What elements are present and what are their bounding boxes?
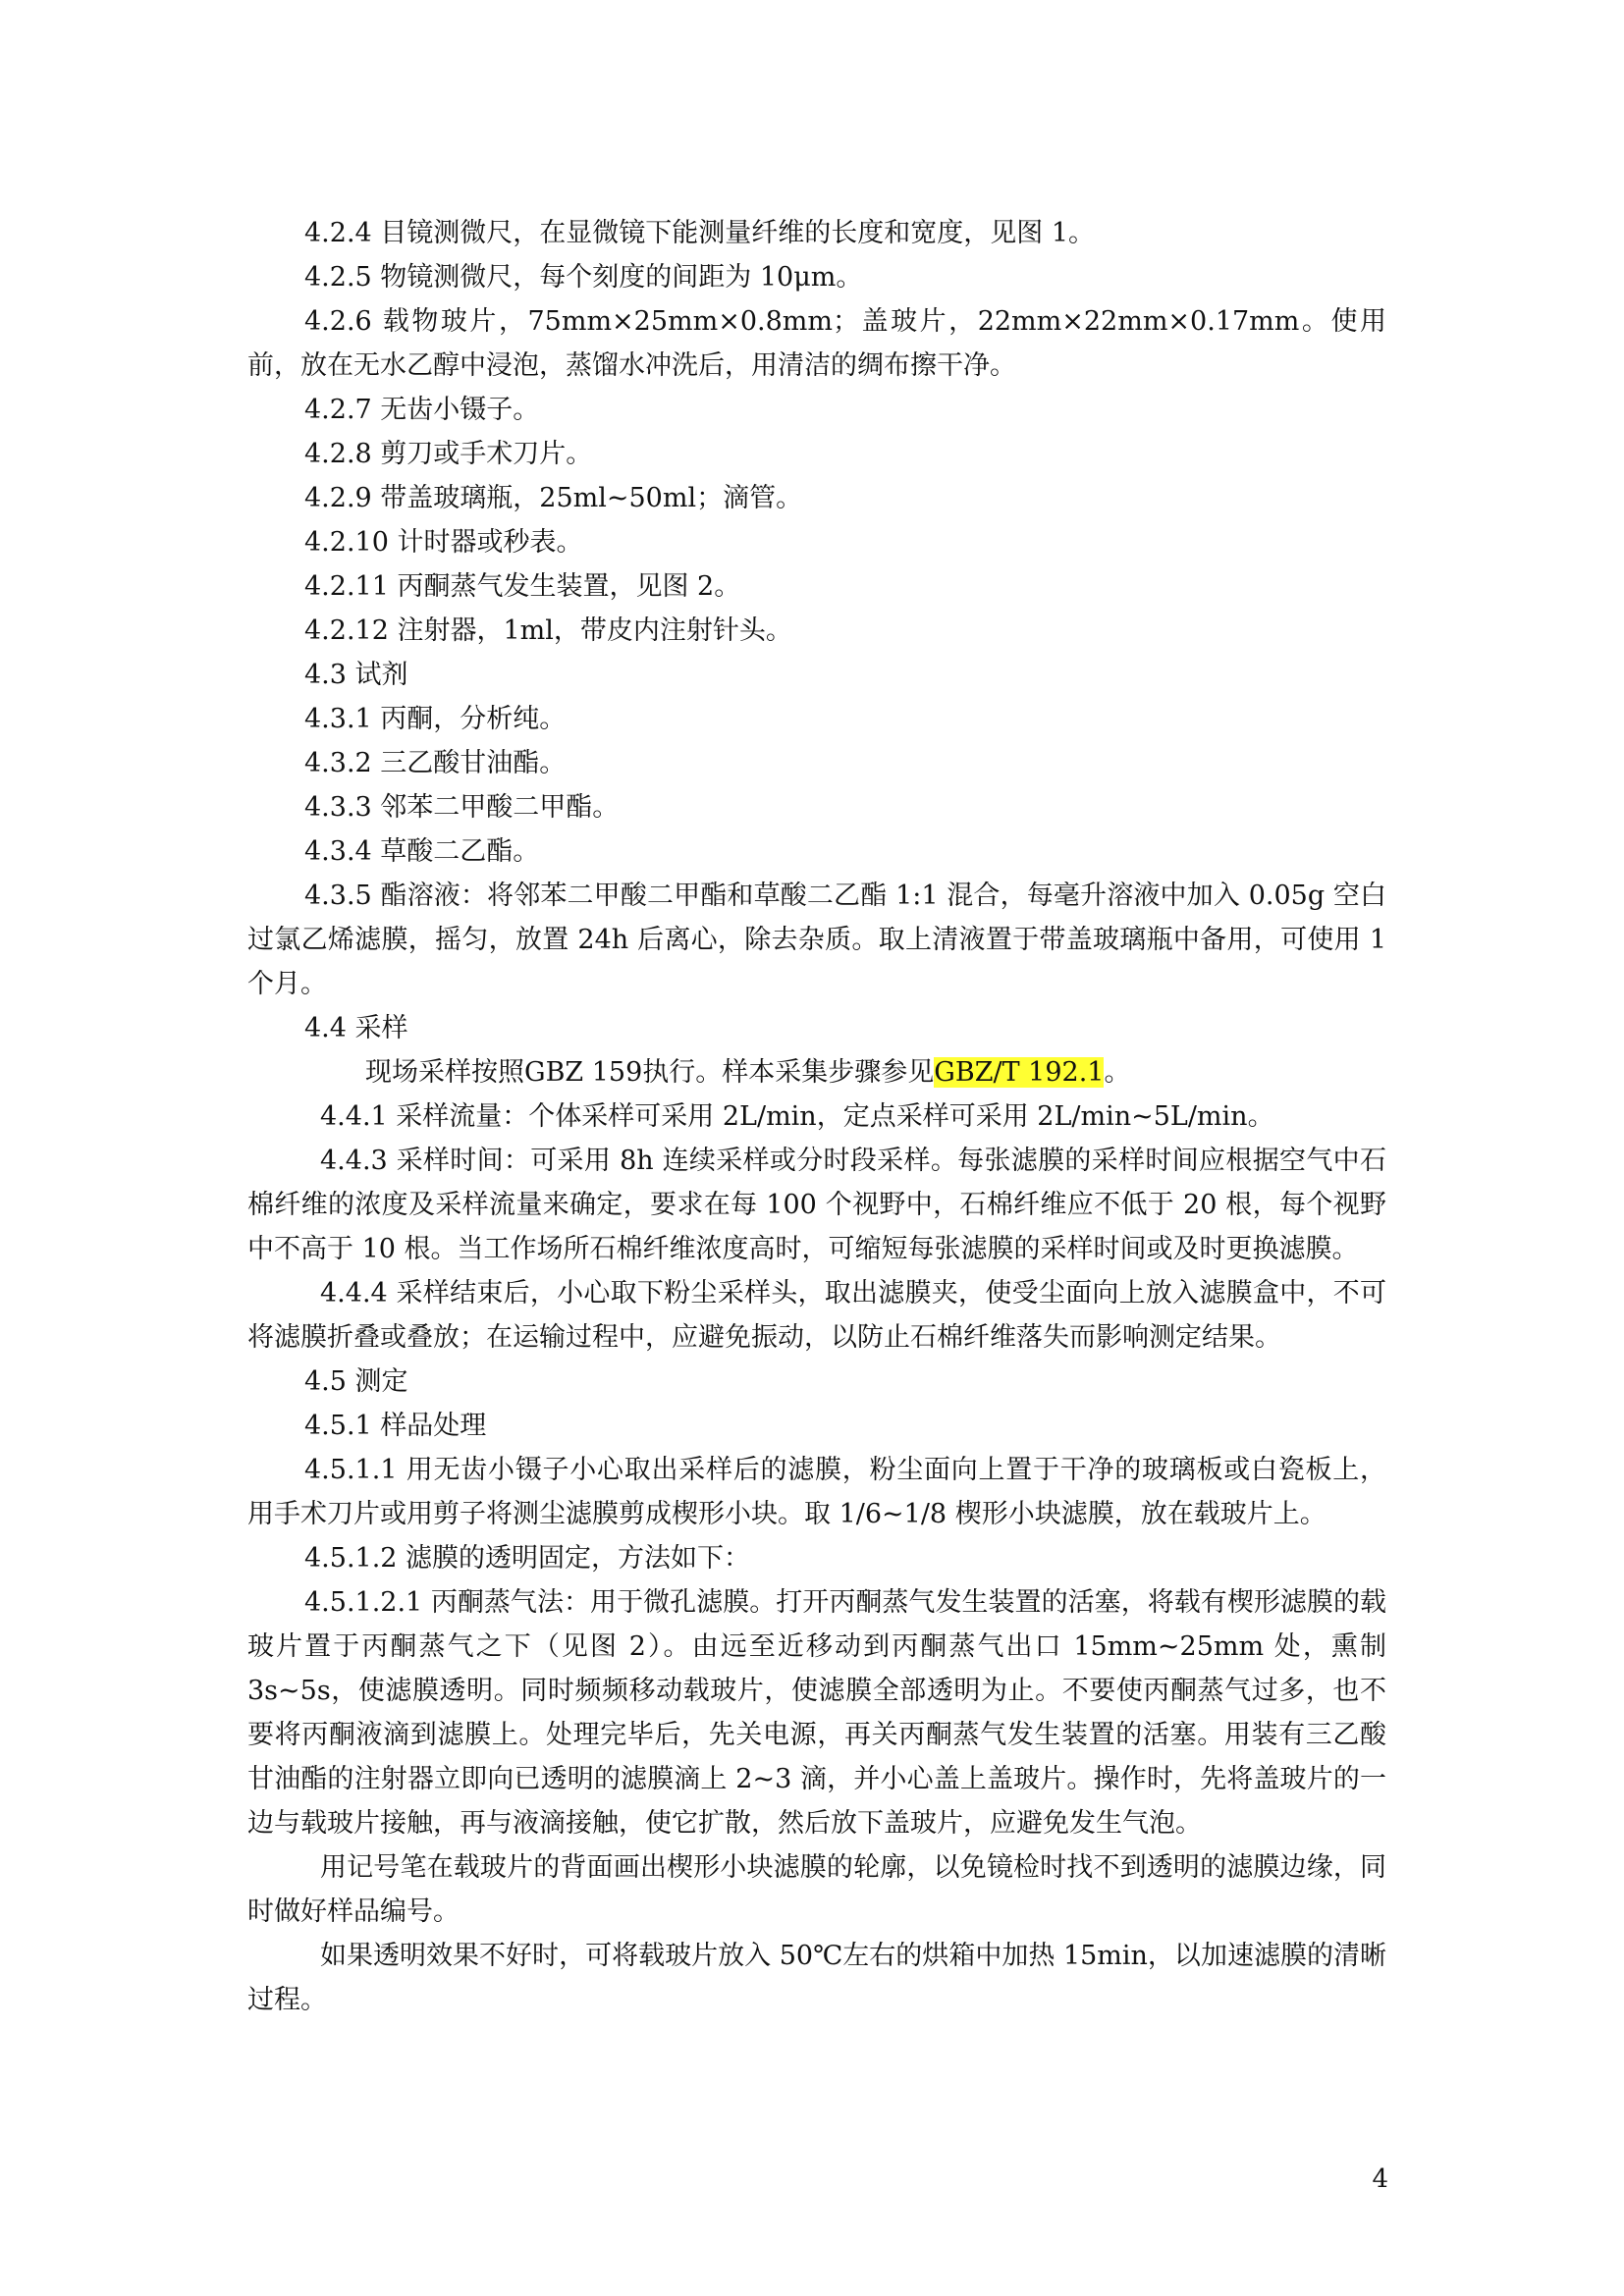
paragraph: 4.3.5 酯溶液：将邻苯二甲酸二甲酯和草酸二乙酯 1:1 混合，每毫升溶液中加入 0.05g 空白过氯乙烯滤膜，摇匀，放置 24h 后离心，除去杂质。取上清液置于带盖玻璃瓶中备用，可使用 1 个月。 <box>247 881 1386 999</box>
paragraph: 4.2.8 剪刀或手术刀片。 <box>304 439 593 469</box>
paragraph: 4.4.3 采样时间：可采用 8h 连续采样或分时段采样。每张滤膜的采样时间应根据空气中石棉纤维的浓度及采样流量来确定，要求在每 100 个视野中，石棉纤维应不低于 20 根，每个视野中不高于 10 根。当工作场所石棉纤维浓度高时，可缩短每张滤膜的采样时间或及时更换滤膜。 <box>247 1146 1386 1264</box>
section-heading: 4.5 测定 <box>304 1366 408 1397</box>
paragraph: 4.5.1.2.1 丙酮蒸气法：用于微孔滤膜。打开丙酮蒸气发生装置的活塞，将载有楔形滤膜的载玻片置于丙酮蒸气之下（见图 2）。由远至近移动到丙酮蒸气出口 15mm~25mm 处，熏制 3s~5s，使滤膜透明。同时频频移动载玻片，使滤膜全部透明为止。不要使丙酮蒸气过多，也不要将丙酮液滴到滤膜上。处理完毕后，先关电源，再关丙酮蒸气发生装置的活塞。用装有三乙酸甘油酯的注射器立即向已透明的滤膜滴上 2~3 滴，并小心盖上盖玻片。操作时，先将盖玻片的一边与载玻片接触，再与液滴接触，使它扩散，然后放下盖玻片，应避免发生气泡。 <box>247 1587 1386 1839</box>
paragraph: 4.2.11 丙酮蒸气发生装置，见图 2。 <box>304 571 741 602</box>
paragraph: 4.2.7 无齿小镊子。 <box>304 395 540 425</box>
section-heading: 4.3 试剂 <box>304 660 408 690</box>
highlighted-reference: GBZ/T 192.1 <box>934 1057 1105 1088</box>
paragraph: 用记号笔在载玻片的背面画出楔形小块滤膜的轮廓，以免镜检时找不到透明的滤膜边缘，同时做好样品编号。 <box>247 1852 1386 1927</box>
paragraph: 4.2.5 物镜测微尺，每个刻度的间距为 10μm。 <box>304 262 863 293</box>
paragraph: 4.4.4 采样结束后，小心取下粉尘采样头，取出滤膜夹，使受尘面向上放入滤膜盒中，不可将滤膜折叠或叠放；在运输过程中，应避免振动，以防止石棉纤维落失而影响测定结果。 <box>247 1278 1386 1353</box>
paragraph: 4.2.10 计时器或秒表。 <box>304 527 583 558</box>
section-heading: 4.4 采样 <box>304 1013 408 1043</box>
paragraph: 4.2.4 目镜测微尺，在显微镜下能测量纤维的长度和宽度，见图 1。 <box>304 218 1096 248</box>
paragraph: 4.2.6 载物玻片，75mm×25mm×0.8mm；盖玻片，22mm×22mm×0.17mm。使用前，放在无水乙醇中浸泡，蒸馏水冲洗后，用清洁的绸布擦干净。 <box>247 306 1386 381</box>
paragraph: 4.3.2 三乙酸甘油酯。 <box>304 748 567 778</box>
subsection-heading: 4.5.1 样品处理 <box>304 1411 487 1441</box>
paragraph: 4.5.1.1 用无齿小镊子小心取出采样后的滤膜，粉尘面向上置于干净的玻璃板或白瓷板上，用手术刀片或用剪子将测尘滤膜剪成楔形小块。取 1/6~1/8 楔形小块滤膜，放在载玻片上。 <box>247 1455 1386 1529</box>
paragraph: 4.3.4 草酸二乙酯。 <box>304 836 540 867</box>
paragraph: 4.3.1 丙酮，分析纯。 <box>304 704 567 734</box>
paragraph: 4.4.1 采样流量：个体采样可采用 2L/min，定点采样可采用 2L/min~5L/min。 <box>320 1101 1274 1132</box>
paragraph: 如果透明效果不好时，可将载玻片放入 50℃左右的烘箱中加热 15min，以加速滤膜的清晰过程。 <box>247 1941 1386 2015</box>
paragraph: 4.5.1.2 滤膜的透明固定，方法如下： <box>304 1543 751 1574</box>
paragraph: 4.3.3 邻苯二甲酸二甲酯。 <box>304 792 620 823</box>
paragraph <box>247 1050 1386 1095</box>
paragraph: 4.2.9 带盖玻璃瓶，25ml~50ml；滴管。 <box>304 483 803 513</box>
paragraph-text: 。 <box>1104 1057 1131 1088</box>
paragraph-text: 现场采样按照GBZ 159执行。样本采集步骤参见 <box>365 1057 935 1088</box>
document-page <box>247 211 1386 2022</box>
page-number: 4 <box>1372 2164 1388 2194</box>
paragraph: 4.2.12 注射器，1ml，带皮内注射针头。 <box>304 615 792 646</box>
